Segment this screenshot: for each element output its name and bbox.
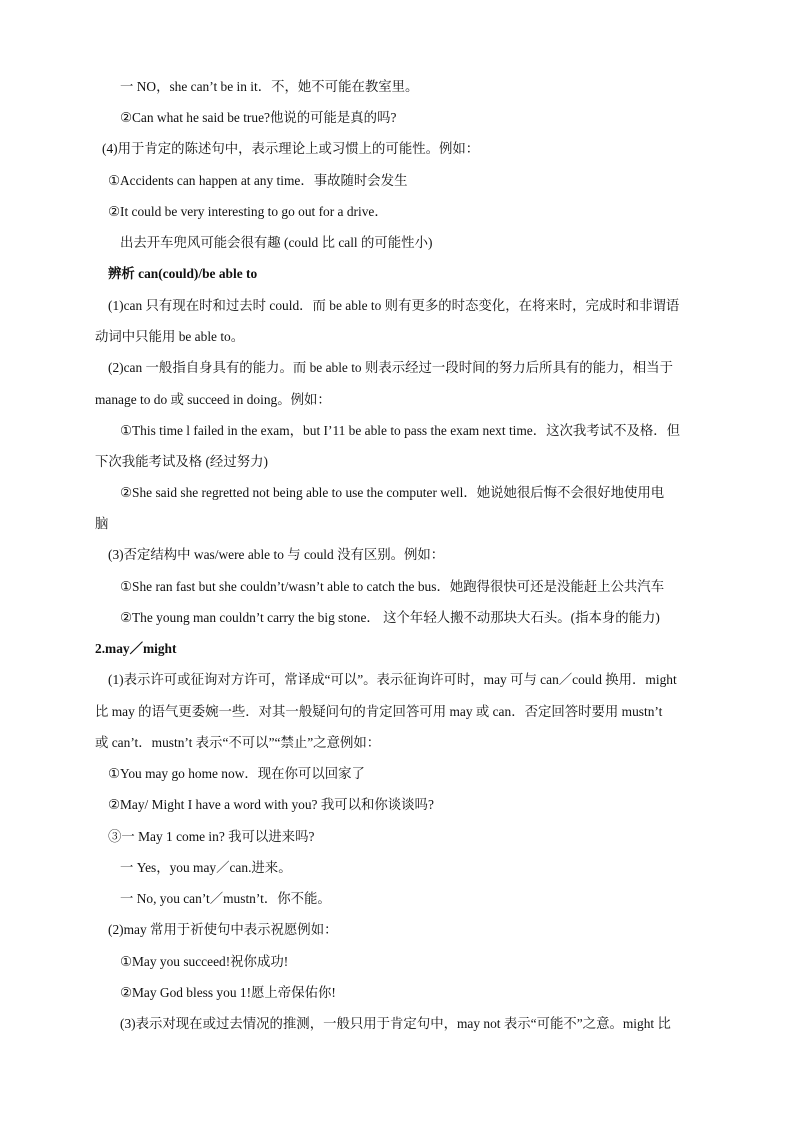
text-line: 下次我能考试及格 (经过努力) [95, 454, 268, 469]
text-line: 或 can’t．mustn’t 表示“不可以”“禁止”之意例如： [95, 735, 381, 750]
text-line: ①May you succeed!祝你成功! [120, 954, 289, 969]
text-line: ①This time l failed in the exam，but I’11 be able to pass the exam next time．这次我考试不及格．但 [120, 423, 681, 438]
text-line: 一 NO，she can’t be in it．不，她不可能在教室里。 [120, 79, 419, 94]
text-line: (1)表示许可或征询对方许可，常译成“可以”。表示征询许可时，may 可与 can／could 换用．might [108, 672, 677, 687]
section-heading: 辨析 can(could)/be able to [108, 266, 258, 281]
text-line: (3)表示对现在或过去情况的推测，一般只用于肯定句中，may not 表示“可能不”之意。might 比 [120, 1016, 671, 1031]
text-line: ②May God bless you 1!愿上帝保佑你! [120, 985, 336, 1000]
text-line: ②Can what he said be true?他说的可能是真的吗? [120, 110, 397, 125]
text-line: 一 No, you can’t／mustn’t．你不能。 [120, 891, 331, 906]
text-line: ③一 May 1 come in? 我可以进来吗? [108, 829, 315, 844]
text-line: 出去开车兜风可能会很有趣 (could 比 call 的可能性小) [120, 235, 433, 250]
text-line: 一 Yes，you may／can.进来。 [120, 860, 292, 875]
text-line: ②She said she regretted not being able to use the computer well．她说她很后悔不会很好地使用电 [120, 485, 665, 500]
text-line: 比 may 的语气更委婉一些．对其一般疑问句的肯定回答可用 may 或 can．否定回答时要用 mustn’t [95, 704, 663, 719]
text-line: ①You may go home now．现在你可以回家了 [108, 766, 365, 781]
text-line: (4)用于肯定的陈述句中，表示理论上或习惯上的可能性。例如： [102, 141, 480, 156]
text-line: ①She ran fast but she couldn’t/wasn’t able to catch the bus．她跑得很快可还是没能赶上公共汽车 [120, 579, 665, 594]
text-line: ①Accidents can happen at any time．事故随时会发生 [108, 173, 408, 188]
text-line: ②It could be very interesting to go out for a drive． [108, 204, 388, 219]
text-line: ②The young man couldn’t carry the big stone． 这个年轻人搬不动那块大石头。(指本身的能力) [120, 610, 660, 625]
text-line: manage to do 或 succeed in doing。例如： [95, 392, 331, 407]
text-line: (1)can 只有现在时和过去时 could．而 be able to 则有更多的时态变化，在将来时，完成时和非谓语 [108, 298, 680, 313]
text-line: 动词中只能用 be able to。 [95, 329, 245, 344]
text-line: (2)can 一般指自身具有的能力。而 be able to 则表示经过一段时间的努力后所具有的能力，相当于 [108, 360, 673, 375]
section-heading: 2.may／might [95, 641, 177, 656]
text-line: (2)may 常用于祈使句中表示祝愿例如： [108, 922, 338, 937]
text-line: (3)否定结构中 was/were able to 与 could 没有区别。例如： [108, 547, 445, 562]
text-line: ②May/ Might I have a word with you? 我可以和你谈谈吗? [108, 797, 434, 812]
text-line: 脑 [95, 516, 109, 531]
